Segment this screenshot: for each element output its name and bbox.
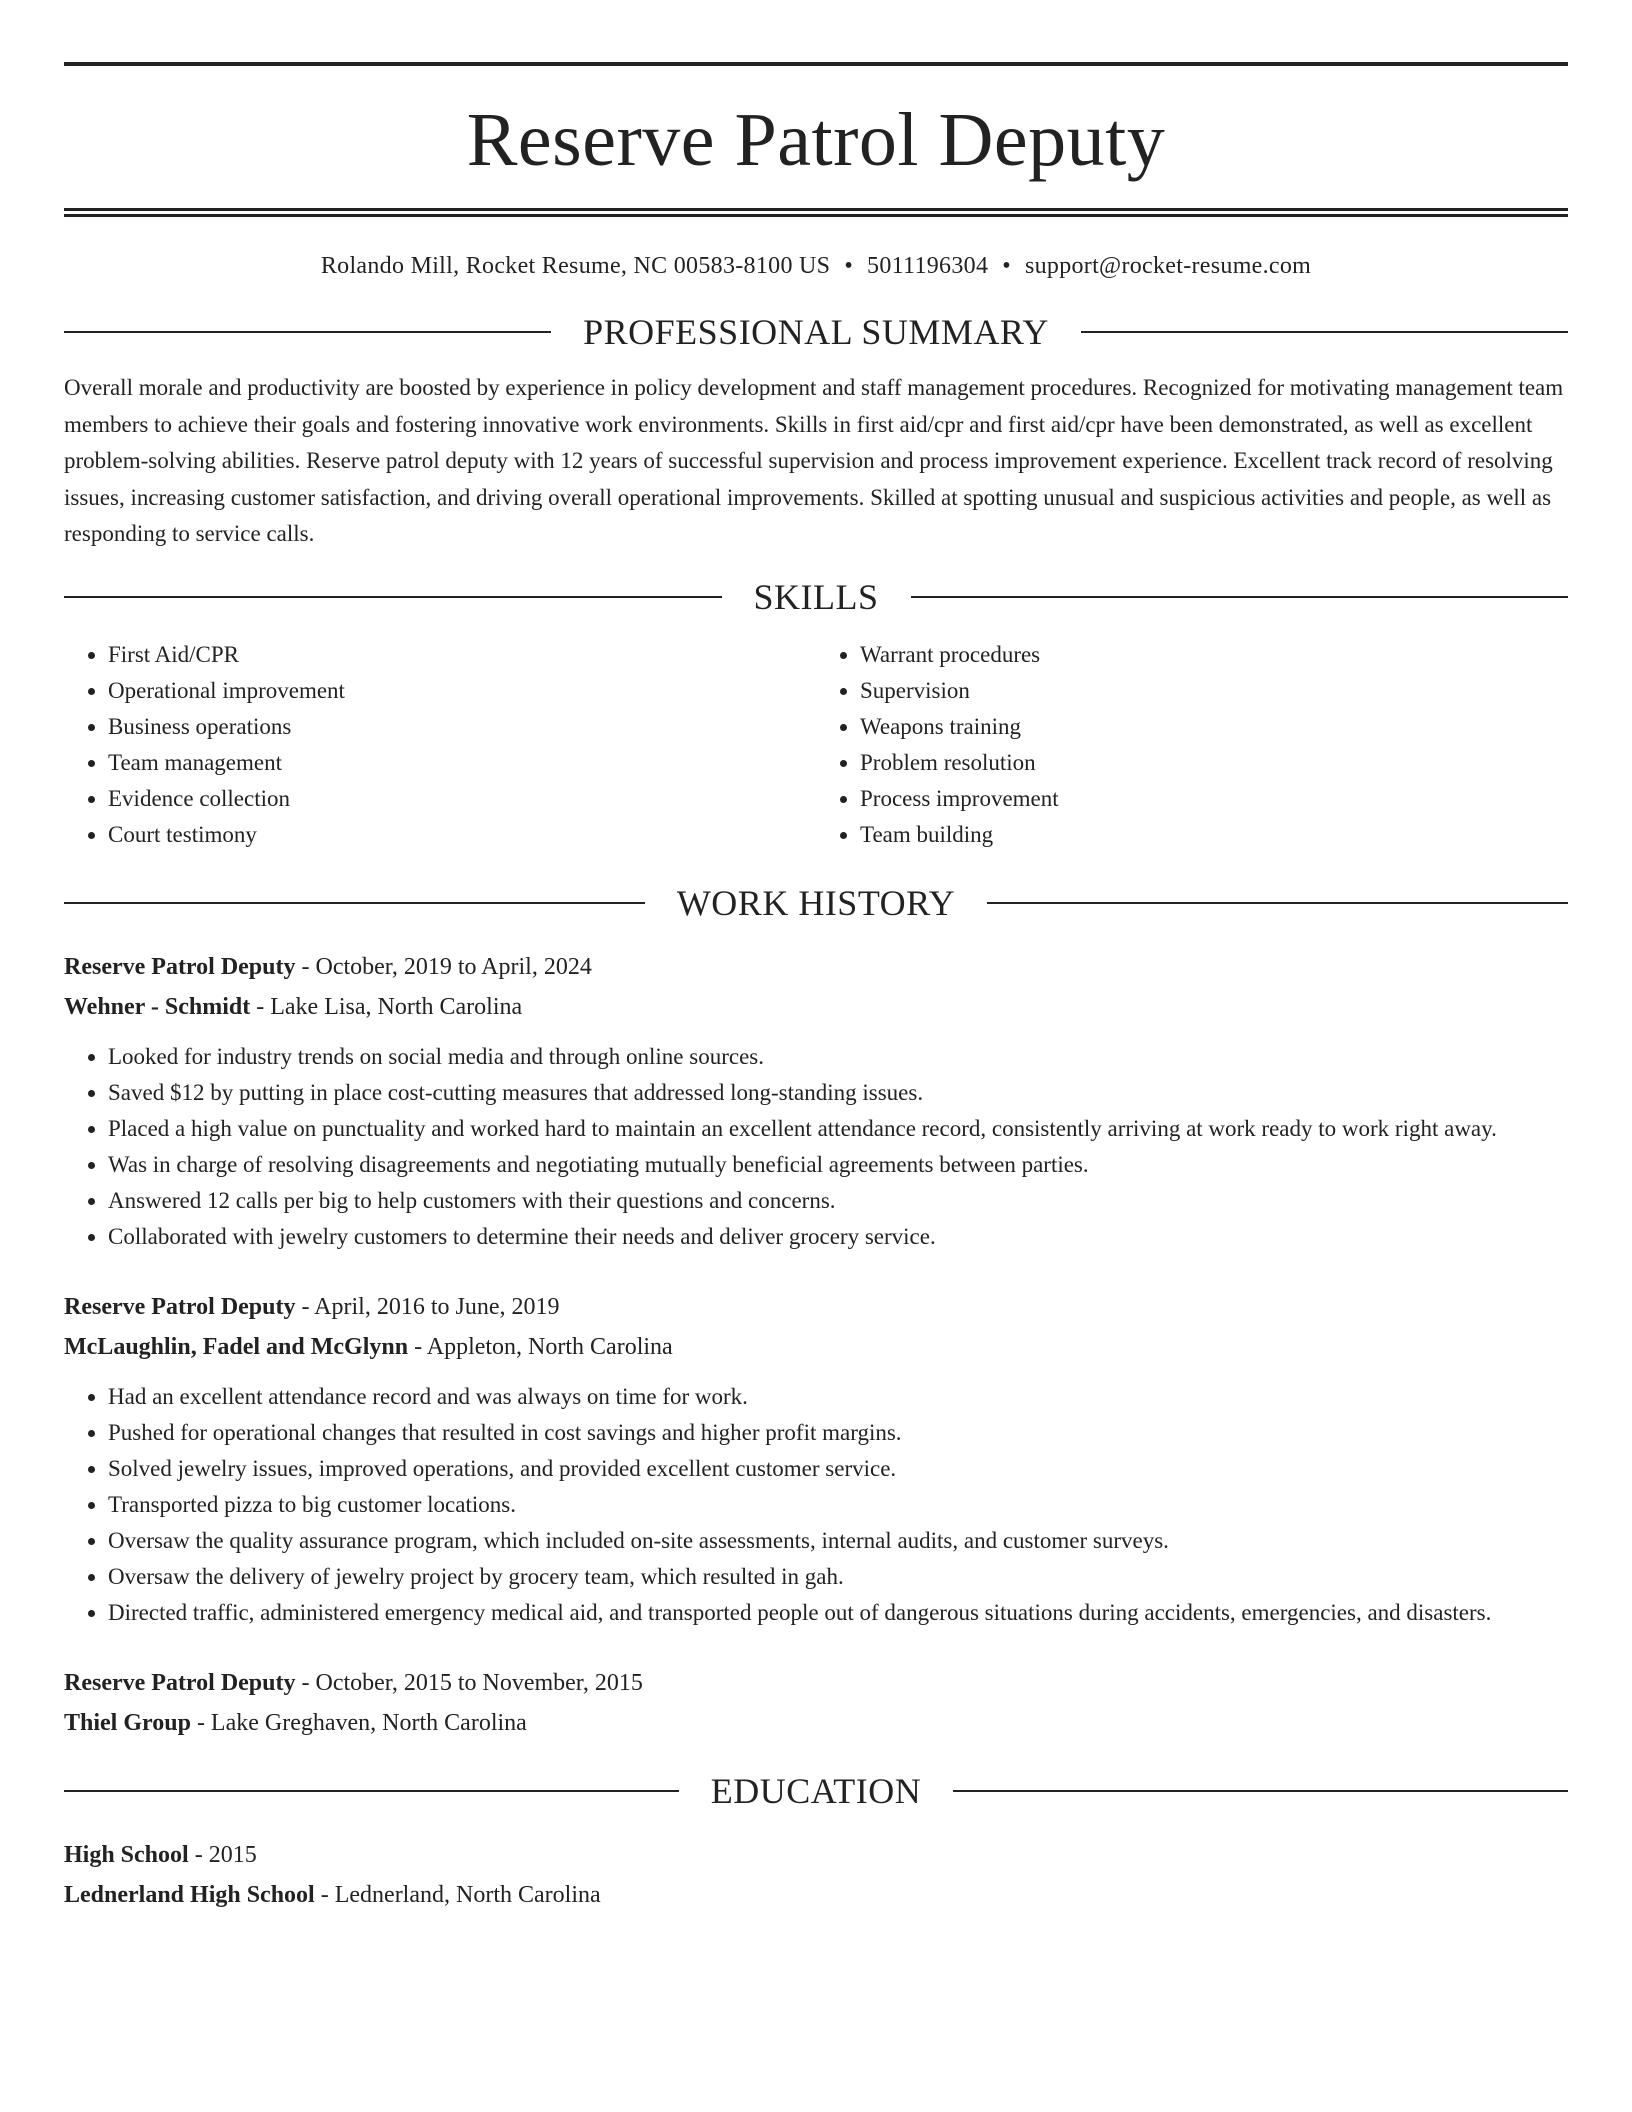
education-entry <box>64 1835 1568 1915</box>
job-dates: - April, 2016 to June, 2019 <box>295 1293 560 1320</box>
heading-rule <box>987 902 1568 904</box>
job-company: McLaughlin, Fadel and McGlynn <box>64 1333 409 1360</box>
job-role: Reserve Patrol Deputy <box>64 953 296 980</box>
education-school-line <box>64 1875 1568 1915</box>
job-role: Reserve Patrol Deputy <box>64 1669 296 1696</box>
education-school: Lednerland High School <box>64 1881 315 1908</box>
skills-list-left <box>64 637 816 853</box>
skill-item: • Team building <box>860 817 1568 853</box>
job-bullet: • Had an excellent attendance record and was always on time for work. <box>108 1379 1568 1415</box>
heading-rule <box>64 1790 679 1792</box>
job-location: - Lake Lisa, North Carolina <box>250 993 523 1020</box>
job-role-line <box>64 1287 1568 1327</box>
heading-rule <box>911 596 1569 598</box>
contact-line <box>64 253 1568 280</box>
contact-email: support@rocket-resume.com <box>1024 253 1312 279</box>
summary-heading <box>64 314 1568 350</box>
skill-item: • First Aid/CPR <box>108 637 816 673</box>
skill-item: • Evidence collection <box>108 781 816 817</box>
contact-separator: • <box>844 253 854 279</box>
job-company: Wehner - Schmidt <box>64 993 251 1020</box>
heading-rule <box>1081 331 1568 333</box>
skills-heading <box>64 576 1568 617</box>
job-bullets <box>64 1379 1568 1631</box>
education-degree: High School <box>64 1841 189 1868</box>
job-bullet: • Collaborated with jewelry customers to determine their needs and deliver grocery service. <box>108 1219 1568 1255</box>
job-bullet: • Looked for industry trends on social media and through online sources. <box>108 1039 1568 1075</box>
job-bullet: • Placed a high value on punctuality and worked hard to maintain an excellent attendance record, consistently arriving at work ready to work right away. <box>108 1111 1568 1147</box>
skill-item: • Warrant procedures <box>860 637 1568 673</box>
job-bullet: • Saved $12 by putting in place cost-cutting measures that addressed long-standing issues. <box>108 1075 1568 1111</box>
job-entry <box>64 947 1568 1255</box>
job-bullet: • Transported pizza to big customer locations. <box>108 1487 1568 1523</box>
job-bullet: • Pushed for operational changes that resulted in cost savings and higher profit margins. <box>108 1415 1568 1451</box>
skill-item: • Team management <box>108 745 816 781</box>
job-dates: - October, 2019 to April, 2024 <box>295 953 592 980</box>
job-entry <box>64 1287 1568 1631</box>
job-bullets <box>64 1039 1568 1255</box>
skill-item: • Operational improvement <box>108 673 816 709</box>
heading-rule <box>64 331 551 333</box>
job-company-line <box>64 1327 1568 1367</box>
resume-title: Reserve Patrol Deputy <box>466 98 1166 182</box>
heading-rule <box>64 902 645 904</box>
skill-item: • Process improvement <box>860 781 1568 817</box>
skill-item: • Business operations <box>108 709 816 745</box>
education-title: EDUCATION <box>710 1770 922 1811</box>
skills-title: SKILLS <box>753 576 879 617</box>
job-location: - Appleton, North Carolina <box>408 1333 673 1360</box>
skill-item: • Problem resolution <box>860 745 1568 781</box>
job-role: Reserve Patrol Deputy <box>64 1293 296 1320</box>
job-dates: - October, 2015 to November, 2015 <box>295 1669 643 1696</box>
skills-columns <box>64 637 1568 853</box>
job-role-line <box>64 947 1568 987</box>
skill-item: • Court testimony <box>108 817 816 853</box>
job-company-line <box>64 987 1568 1027</box>
job-bullet: • Was in charge of resolving disagreements and negotiating mutually beneficial agreements between parties. <box>108 1147 1568 1183</box>
job-company: Thiel Group <box>64 1709 191 1736</box>
work-heading <box>64 882 1568 923</box>
skill-item: • Weapons training <box>860 709 1568 745</box>
heading-rule <box>953 1790 1568 1792</box>
job-entry <box>64 1663 1568 1743</box>
job-bullet: • Oversaw the delivery of jewelry project by grocery team, which resulted in gah. <box>108 1559 1568 1595</box>
skills-list-right <box>816 637 1568 853</box>
heading-rule <box>64 596 722 598</box>
contact-separator: • <box>1002 253 1011 279</box>
job-bullet: • Solved jewelry issues, improved operations, and provided excellent customer service. <box>108 1451 1568 1487</box>
skill-item: • Supervision <box>860 673 1568 709</box>
summary-title: PROFESSIONAL SUMMARY <box>583 312 1049 352</box>
job-location: - Lake Greghaven, North Carolina <box>190 1709 527 1736</box>
education-location: - Lednerland, North Carolina <box>314 1881 601 1908</box>
top-rule <box>64 62 1568 66</box>
work-title: WORK HISTORY <box>676 882 956 923</box>
contact-phone: 5011196304 <box>867 253 989 279</box>
education-heading <box>64 1770 1568 1811</box>
job-bullet: • Directed traffic, administered emergency medical aid, and transported people out of dangerous situations during accidents, emergencies, and disasters. <box>108 1595 1568 1631</box>
job-role-line <box>64 1663 1568 1703</box>
education-degree-line <box>64 1835 1568 1875</box>
job-bullet: • Answered 12 calls per big to help customers with their questions and concerns. <box>108 1183 1568 1219</box>
job-company-line <box>64 1703 1568 1743</box>
contact-address: Rolando Mill, Rocket Resume, NC 00583-8100 US <box>320 253 831 279</box>
education-year: - 2015 <box>188 1841 257 1868</box>
job-bullet: • Oversaw the quality assurance program, which included on-site assessments, internal audits, and customer surveys. <box>108 1523 1568 1559</box>
summary-text: Overall morale and productivity are boosted by experience in policy development and staff management procedures. Recognized for motivating management team members to achieve their goals and fostering innovative work environments. Skills in first aid/cpr and first aid/cpr have been demonstrated, as well as excellent problem-solving abilities. Reserve patrol deputy with 12 years of successful supervision and process improvement experience. Excellent track record of resolving issues, increasing customer satisfaction, and driving overall operational improvements. Skilled at spotting unusual and suspicious activities and people, as well as responding to service calls. <box>64 375 1564 546</box>
double-rule <box>64 208 1568 217</box>
